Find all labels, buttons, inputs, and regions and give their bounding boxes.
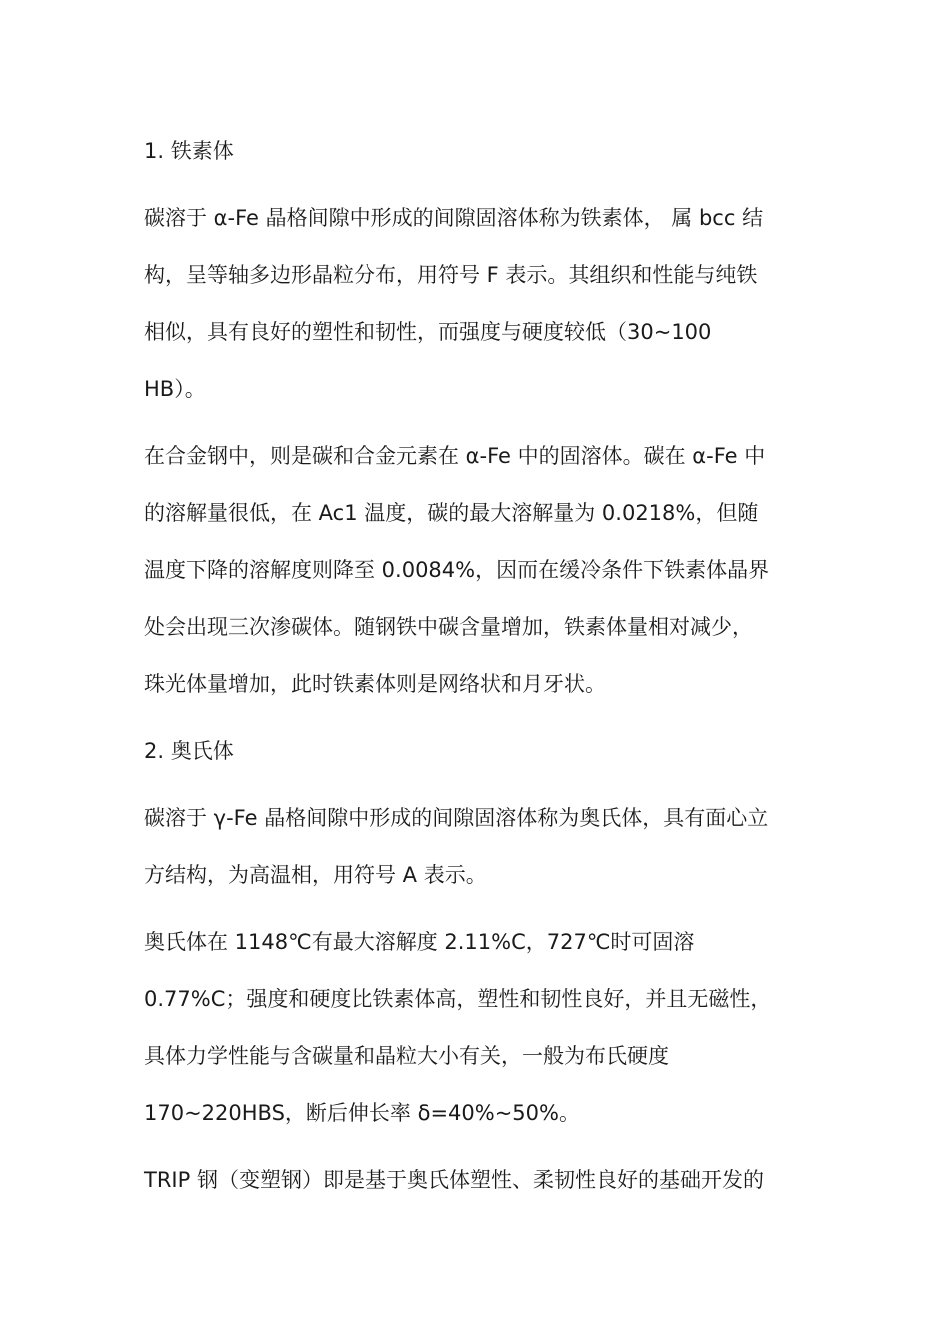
text-line: 构，呈等轴多边形晶粒分布，用符号 F 表示。其组织和性能与纯铁 [144,263,758,287]
text-line: 处会出现三次渗碳体。随钢铁中碳含量增加，铁素体量相对减少， [144,615,753,639]
text-line: 珠光体量增加，此时铁素体则是网络状和月牙状。 [144,672,606,696]
text-line: 在合金钢中，则是碳和合金元素在 α-Fe 中的固溶体。碳在 α-Fe 中 [144,444,766,468]
text-line: 奥氏体在 1148℃有最大溶解度 2.11%C，727℃时可固溶 [144,930,695,954]
text-line: HB）。 [144,377,206,401]
text-line: 具体力学性能与含碳量和晶粒大小有关，一般为布氏硬度 [144,1044,669,1068]
text-line: 相似，具有良好的塑性和韧性，而强度与硬度较低（30~100 [144,320,712,344]
text-line: 温度下降的溶解度则降至 0.0084%，因而在缓冷条件下铁素体晶界 [144,558,770,582]
text-line: TRIP 钢（变塑钢）即是基于奥氏体塑性、柔韧性良好的基础开发的 [144,1168,764,1192]
heading-ferrite: 1. 铁素体 [144,139,234,163]
text-line: 碳溶于 γ-Fe 晶格间隙中形成的间隙固溶体称为奥氏体，具有面心立 [144,806,769,830]
text-line: 0.77%C；强度和硬度比铁素体高，塑性和韧性良好，并且无磁性， [144,987,772,1011]
text-line: 方结构，为高温相，用符号 A 表示。 [144,863,487,887]
text-line: 的溶解量很低，在 Ac1 温度，碳的最大溶解量为 0.0218%，但随 [144,501,759,525]
text-line: 碳溶于 α-Fe 晶格间隙中形成的间隙固溶体称为铁素体， 属 bcc 结 [144,206,764,230]
heading-austenite: 2. 奥氏体 [144,739,234,763]
text-line: 170~220HBS，断后伸长率 δ=40%~50%。 [144,1101,580,1125]
